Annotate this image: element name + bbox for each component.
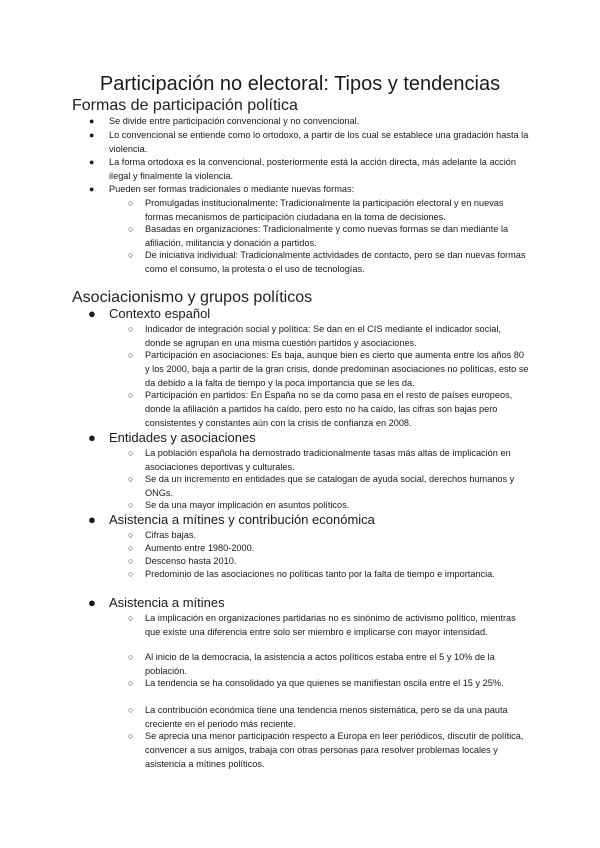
- bullet-circle: ○: [128, 543, 134, 553]
- bullet-circle: ○: [128, 198, 134, 208]
- bullet-dot: ●: [89, 130, 95, 140]
- bullet-dot: ●: [88, 306, 96, 321]
- sub-list-item: La tendencia se ha consolidado ya que quienes se manifiestan oscila entre el 15 y 25%.: [145, 678, 504, 688]
- bullet-circle: ○: [128, 556, 134, 566]
- bullet-circle: ○: [128, 678, 134, 688]
- bullet-circle: ○: [128, 500, 134, 510]
- group-heading-contexto: Contexto español: [109, 306, 211, 321]
- group-heading-asistencia-mitines: Asistencia a mítines: [109, 595, 225, 610]
- bullet-dot: ●: [88, 512, 96, 527]
- sub-list-item: Cifras bajas.: [145, 530, 197, 540]
- bullet-circle: ○: [128, 569, 134, 579]
- bullet-circle: ○: [128, 390, 134, 400]
- sub-list-item: De iniciativa individual: Tradicionalmente actividades de contacto, pero se dan nuevas formas como el consumo, la protesta o el uso de tecnologías.: [145, 250, 526, 274]
- sub-list-item: Descenso hasta 2010.: [145, 556, 237, 566]
- sub-list-item: Indicador de integración social y política: Se dan en el CIS mediante el indicador social, donde se agrupan en una misma cuestión partidos y asociaciones.: [145, 324, 501, 348]
- bullet-dot: ●: [88, 595, 96, 610]
- bullet-circle: ○: [128, 705, 134, 715]
- bullet-circle: ○: [128, 350, 134, 360]
- bullet-circle: ○: [128, 652, 134, 662]
- list-item: Lo convencional se entiende como lo ortodoxo, a partir de los cual se establece una gradación hasta la violencia.: [109, 130, 529, 154]
- group-heading-entidades: Entidades y asociaciones: [109, 430, 256, 445]
- group-heading-asistencia-contribucion: Asistencia a mítines y contribución económica: [109, 512, 375, 527]
- sub-list-item: La población española ha demostrado tradicionalmente tasas más altas de implicación en asociaciones deportivas y culturales.: [145, 448, 511, 472]
- bullet-circle: ○: [128, 448, 134, 458]
- bullet-circle: ○: [128, 474, 134, 484]
- sub-list-item: Predominio de las asociaciones no políticas tanto por la falta de tiempo e importancia.: [145, 569, 495, 579]
- sub-list-item: Participación en partidos: En España no se da como pasa en el resto de países europeos, donde la afiliación a partidos ha caído, pero esto no ha caído, las cifras son bajas pero consistentes y constantes aún con la crisis de confianza en 2008.: [145, 390, 513, 428]
- sub-list-item: Al inicio de la democracia, la asistencia a actos políticos estaba entre el 5 y 10% de la población.: [145, 652, 495, 676]
- sub-list-item: Promulgadas institucionalmente: Tradicionalmente la participación electoral y en nuevas formas mecanismos de participación ciudadana en la toma de decisiones.: [145, 198, 504, 222]
- bullet-circle: ○: [128, 324, 134, 334]
- bullet-circle: ○: [128, 731, 134, 741]
- bullet-circle: ○: [128, 224, 134, 234]
- list-item: Se divide entre participación convencional y no convencional.: [109, 116, 360, 126]
- sub-list-item: La contribución económica tiene una tendencia menos sistemática, pero se da una pauta creciente en el periodo más reciente.: [145, 705, 508, 729]
- bullet-circle: ○: [128, 250, 134, 260]
- list-item: La forma ortodoxa es la convencional, posteriormente está la acción directa, más adelante la acción ilegal y finalmente la violencia.: [109, 157, 517, 181]
- sub-list-item: Basadas en organizaciones: Tradicionalmente y como nuevas formas se dan mediante la afiliación, militancia y donación a partidos.: [145, 224, 509, 248]
- sub-list-item: Aumento entre 1980-2000.: [145, 543, 255, 553]
- section-heading-asociacionismo: Asociacionismo y grupos políticos: [72, 289, 313, 306]
- section-heading-formas: Formas de participación política: [72, 97, 298, 114]
- bullet-dot: ●: [89, 116, 95, 126]
- sub-list-item: Se da una mayor implicación en asuntos políticos.: [145, 500, 350, 510]
- list-item: Pueden ser formas tradicionales o mediante nuevas formas:: [109, 184, 355, 194]
- sub-list-item: Se aprecia una menor participación respecto a Europa en leer periódicos, discutir de política, convencer a sus amigos, trabaja con otras personas para resolver problemas locales y asistencia a mítines políticos.: [145, 731, 524, 769]
- bullet-dot: ●: [89, 184, 95, 194]
- sub-list-item: Participación en asociaciones: Es baja, aunque bien es cierto que aumenta entre los años 80 y los 2000, baja a partir de la gran crisis, donde predominan asociaciones no políticas, esto se da debido a la falta de tiempo y la poca importancia que se les da.: [145, 350, 529, 388]
- bullet-dot: ●: [88, 430, 96, 445]
- bullet-dot: ●: [89, 157, 95, 167]
- bullet-circle: ○: [128, 530, 134, 540]
- sub-list-item: La implicación en organizaciones partidarias no es sinónimo de activismo político, mientras que existe una diferencia entre solo ser miembro e implicarse con mayor intensidad.: [145, 613, 516, 637]
- sub-list-item: Se da un incremento en entidades que se catalogan de ayuda social, derechos humanos y ONGs.: [145, 474, 515, 498]
- bullet-circle: ○: [128, 613, 134, 623]
- page-title: Participación no electoral: Tipos y tendencias: [99, 73, 501, 95]
